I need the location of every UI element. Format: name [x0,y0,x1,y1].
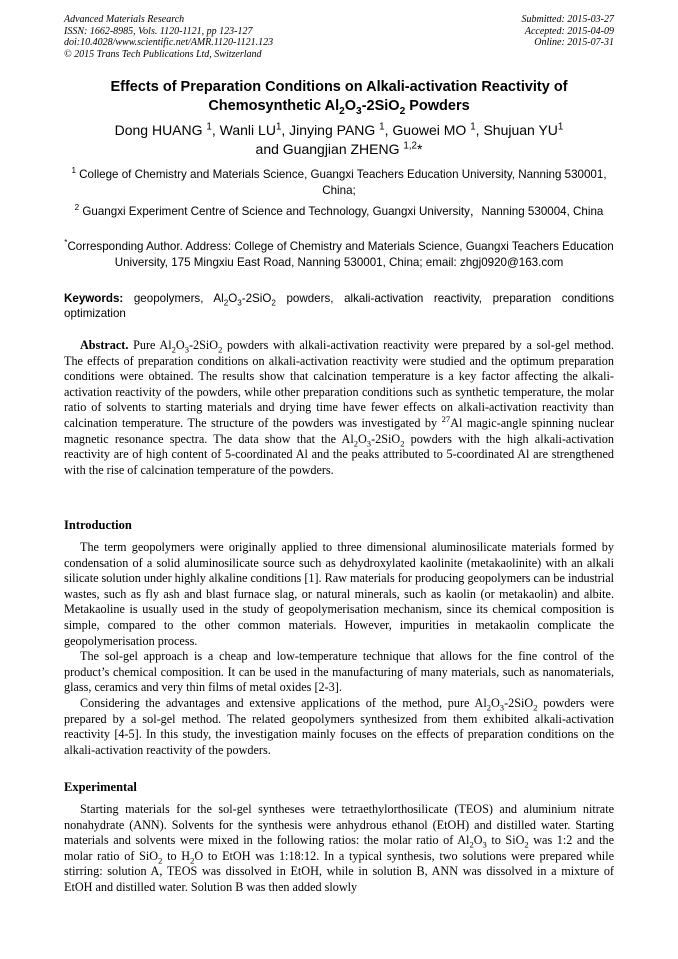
introduction-heading: Introduction [64,518,132,532]
journal-info [64,14,273,60]
keywords: Keywords: geopolymers, $Al_2O_3-2SiO_2$ powders, alkali-activation reactivity, preparation conditions optimization [64,292,614,320]
submission-dates [522,14,615,49]
experimental-body [64,802,614,896]
submitted-date: Submitted: 2015-03-27 [521,14,614,25]
corresponding-author: *Corresponding Author. Address: College of Chemistry and Materials Science, Guangxi Teachers Education University, 175 Mingxiu East Road, Nanning 530001, China; email: zhgj0920@163.com [64,238,614,269]
intro-paragraph-3: Considering the advantages and extensive applications of the method, pure $Al_2O_3-2SiO_2$ powders were prepared by a sol-gel method. The related geopolymers synthesized from them exhibited alkali-activation reactivity [4-5]. In this study, the investigation mainly focuses on the effects of preparation conditions on the alkali-activation reactivity of the powders. [64,695,614,757]
copyright-line: © 2015 Trans Tech Publications Ltd, Switzerland [64,48,262,60]
experimental-heading: Experimental [64,780,137,794]
online-date: Online: 2015-07-31 [534,37,614,48]
introduction-body [64,540,614,758]
doi-line: doi:10.4028/www.scientific.net/AMR.1120-1121.123 [64,37,274,48]
journal-name: Advanced Materials Research [64,14,185,25]
accepted-date: Accepted: 2015-04-09 [524,25,614,37]
intro-paragraph-2: The sol-gel approach is a cheap and low-temperature technique that allows for the fine control of the product’s chemical composition. It can be used in the manufacturing of many materials, such as nanomaterials, glass, ceramics and very thin films of metal oxides [2-3]. [64,649,614,695]
issn-line: ISSN: 1662-8985, Vols. 1120-1121, pp 123-127 [64,25,253,37]
paper-title [40,78,638,115]
affiliation-2: $^2$ Guangxi Experiment Centre of Science and Technology, Guangxi University，Nanning 530004, China [74,203,604,218]
author-list: Dong HUANG $^1$, Wanli $LU^1$, Jinying PANG $^1$, Guowei MO $^1$, Shujuan $YU^1$ and Guangjian ZHENG $^{1,2}$* [114,121,564,157]
title-line-2: Chemosynthetic $Al_2O_3-2SiO_2$ Powders [208,97,470,117]
title-line-1: Effects of Preparation Conditions on Alkali-activation Reactivity of [110,79,568,95]
experimental-paragraph-1: Starting materials for the sol-gel syntheses were tetraethylorthosilicate (TEOS) and aluminium nitrate nonahydrate (ANN). Solvents for the synthesis were anhydrous ethanol (EtOH) and distilled water. Starting materials and solvents were mixed in the following ratios: the molar ratio of $Al_2O_3$ to SiO$_2$ was 1:2 and the molar ratio of SiO$_2$ to $H_2O$ to EtOH was 1:18:12. In a typical synthesis, two solutions were prepared while stirring: solution A, TEOS was dissolved in EtOH, while in solution B, ANN was dissolved in a mixture of EtOH and distilled water. Solution B was then added slowly [64,802,614,894]
abstract: Abstract. Pure $Al_2O_3-2SiO_2$ powders with alkali-activation reactivity were prepared by a sol-gel method. The effects of preparation conditions on alkali-activation reactivity were studied and the optimum preparation conditions were obtained. The results show that calcination temperature is a key factor affecting the alkali-activation reactivity of the powders, while other preparation conditions such as synthetic temperature, the molar ratio of solvents to starting materials and drying time have fewer effects on alkali-activation reactivity than calcination temperature. The structure of the powders was investigated by $^{27}$Al magic-angle spinning nuclear magnetic resonance spectra. The data show that the $Al_2O_3-2SiO_2$ powders with the high alkali-activation reactivity are of high content of 5-coordinated Al and the peaks attributed to 5-coordinated Al are strengthened with the rise of calcination temperature of the powders. [64,338,615,477]
affiliation-1: $^1$ College of Chemistry and Materials Science, Guangxi Teachers Education University, Nanning 530001, China; [71,166,607,197]
intro-paragraph-1: The term geopolymers were originally applied to three dimensional aluminosilicate materials formed by condensation of a solid aluminosilicate source such as dehydroxylated kaolinite (metakaolinite) with an alkali silicate solution under highly alkaline conditions [1]. Raw materials for producing geopolymers can be industrial wastes, such as fly ash and blast furnace slag, or natural minerals, such as kaolin (or metakaolin) and albite. Metakaoline is usually used in the study of geopolymerisation mechanism, since its chemical composition is simple, compared to the other common materials. However, impurities in metakaolin complicate the geopolymerisation process. [64,540,614,648]
